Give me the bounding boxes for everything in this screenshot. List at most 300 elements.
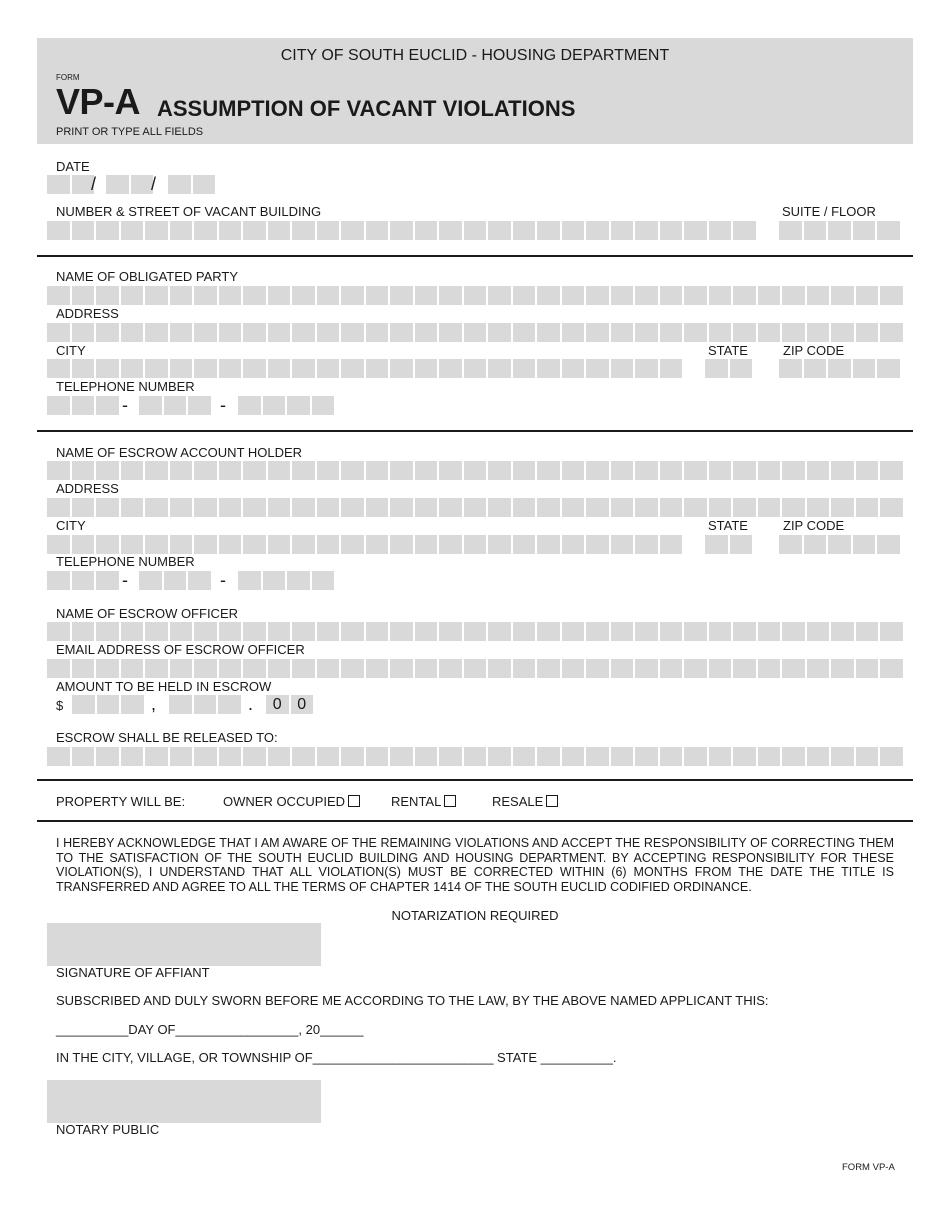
character-cell[interactable] xyxy=(96,535,119,554)
character-cell[interactable] xyxy=(730,535,753,554)
character-cell[interactable] xyxy=(415,622,438,641)
character-cell[interactable] xyxy=(287,396,310,415)
character-cell[interactable] xyxy=(856,747,879,766)
character-cell[interactable] xyxy=(268,461,291,480)
street-field[interactable] xyxy=(47,221,758,240)
character-cell[interactable] xyxy=(880,659,903,678)
character-cell[interactable] xyxy=(145,359,168,378)
character-cell[interactable] xyxy=(513,461,536,480)
character-cell[interactable] xyxy=(170,461,193,480)
character-cell[interactable] xyxy=(537,323,560,342)
character-cell[interactable] xyxy=(139,396,162,415)
character-cell[interactable] xyxy=(47,396,70,415)
character-cell[interactable] xyxy=(415,359,438,378)
character-cell[interactable] xyxy=(488,286,511,305)
character-cell[interactable] xyxy=(611,535,634,554)
character-cell[interactable] xyxy=(168,175,191,194)
escrow-address-field[interactable] xyxy=(47,498,905,517)
character-cell[interactable] xyxy=(292,659,315,678)
character-cell[interactable] xyxy=(611,622,634,641)
character-cell[interactable] xyxy=(807,286,830,305)
character-cell[interactable] xyxy=(709,622,732,641)
character-cell[interactable] xyxy=(194,622,217,641)
character-cell[interactable] xyxy=(439,659,462,678)
character-cell[interactable] xyxy=(341,659,364,678)
character-cell[interactable] xyxy=(47,622,70,641)
character-cell[interactable] xyxy=(635,359,658,378)
character-cell[interactable] xyxy=(856,461,879,480)
character-cell[interactable] xyxy=(464,535,487,554)
character-cell[interactable] xyxy=(709,461,732,480)
obligated-zip-field[interactable] xyxy=(779,359,902,378)
character-cell[interactable] xyxy=(758,747,781,766)
character-cell[interactable] xyxy=(243,622,266,641)
character-cell[interactable] xyxy=(733,498,756,517)
character-cell[interactable] xyxy=(684,323,707,342)
character-cell[interactable] xyxy=(72,461,95,480)
character-cell[interactable] xyxy=(194,498,217,517)
character-cell[interactable] xyxy=(586,286,609,305)
character-cell[interactable] xyxy=(635,498,658,517)
character-cell[interactable] xyxy=(170,286,193,305)
character-cell[interactable] xyxy=(439,622,462,641)
escrow-phone-prefix-field[interactable] xyxy=(139,571,213,590)
character-cell[interactable] xyxy=(317,323,340,342)
owner-occupied-checkbox[interactable] xyxy=(348,795,360,807)
character-cell[interactable] xyxy=(317,747,340,766)
character-cell[interactable] xyxy=(47,221,70,240)
character-cell[interactable] xyxy=(635,622,658,641)
character-cell[interactable] xyxy=(164,396,187,415)
character-cell[interactable] xyxy=(807,323,830,342)
character-cell[interactable] xyxy=(758,498,781,517)
character-cell[interactable] xyxy=(72,659,95,678)
character-cell[interactable] xyxy=(439,498,462,517)
character-cell[interactable] xyxy=(72,286,95,305)
character-cell[interactable] xyxy=(611,221,634,240)
character-cell[interactable] xyxy=(439,461,462,480)
character-cell[interactable] xyxy=(635,535,658,554)
character-cell[interactable] xyxy=(856,498,879,517)
character-cell[interactable] xyxy=(537,535,560,554)
character-cell[interactable] xyxy=(660,535,683,554)
character-cell[interactable] xyxy=(415,498,438,517)
character-cell[interactable] xyxy=(96,359,119,378)
character-cell[interactable] xyxy=(562,323,585,342)
rental-option[interactable] xyxy=(391,794,456,809)
character-cell[interactable] xyxy=(562,498,585,517)
character-cell[interactable] xyxy=(366,461,389,480)
suite-field[interactable] xyxy=(779,221,902,240)
character-cell[interactable] xyxy=(684,461,707,480)
character-cell[interactable] xyxy=(47,571,70,590)
character-cell[interactable] xyxy=(47,323,70,342)
character-cell[interactable] xyxy=(684,747,707,766)
character-cell[interactable] xyxy=(611,498,634,517)
character-cell[interactable] xyxy=(292,221,315,240)
character-cell[interactable] xyxy=(390,461,413,480)
character-cell[interactable] xyxy=(268,535,291,554)
character-cell[interactable] xyxy=(660,747,683,766)
escrow-holder-field[interactable] xyxy=(47,461,905,480)
character-cell[interactable] xyxy=(390,323,413,342)
character-cell[interactable] xyxy=(562,221,585,240)
character-cell[interactable] xyxy=(96,498,119,517)
character-cell[interactable] xyxy=(758,659,781,678)
character-cell[interactable] xyxy=(660,498,683,517)
character-cell[interactable] xyxy=(709,659,732,678)
character-cell[interactable] xyxy=(366,535,389,554)
character-cell[interactable] xyxy=(317,286,340,305)
character-cell[interactable] xyxy=(782,622,805,641)
resale-checkbox[interactable] xyxy=(546,795,558,807)
character-cell[interactable] xyxy=(47,659,70,678)
character-cell[interactable] xyxy=(366,286,389,305)
character-cell[interactable] xyxy=(268,359,291,378)
character-cell[interactable] xyxy=(733,221,756,240)
character-cell[interactable] xyxy=(562,622,585,641)
character-cell[interactable] xyxy=(733,461,756,480)
character-cell[interactable] xyxy=(145,286,168,305)
character-cell[interactable] xyxy=(390,359,413,378)
character-cell[interactable] xyxy=(562,535,585,554)
character-cell[interactable] xyxy=(243,221,266,240)
character-cell[interactable] xyxy=(194,359,217,378)
character-cell[interactable] xyxy=(464,498,487,517)
character-cell[interactable] xyxy=(145,747,168,766)
obligated-city-field[interactable] xyxy=(47,359,684,378)
character-cell[interactable] xyxy=(877,359,900,378)
escrow-phone-area-field[interactable] xyxy=(47,571,121,590)
character-cell[interactable] xyxy=(268,622,291,641)
character-cell[interactable] xyxy=(831,622,854,641)
obligated-phone-prefix-field[interactable] xyxy=(139,396,213,415)
character-cell[interactable] xyxy=(415,461,438,480)
character-cell[interactable] xyxy=(635,286,658,305)
character-cell[interactable] xyxy=(170,535,193,554)
character-cell[interactable] xyxy=(47,359,70,378)
character-cell[interactable] xyxy=(513,221,536,240)
character-cell[interactable] xyxy=(194,221,217,240)
character-cell[interactable] xyxy=(341,221,364,240)
character-cell[interactable] xyxy=(263,396,286,415)
character-cell[interactable] xyxy=(807,461,830,480)
escrow-amount-cents-field[interactable] xyxy=(266,695,315,714)
character-cell[interactable] xyxy=(317,359,340,378)
escrow-city-field[interactable] xyxy=(47,535,684,554)
character-cell[interactable] xyxy=(562,659,585,678)
character-cell[interactable] xyxy=(758,622,781,641)
character-cell[interactable] xyxy=(586,461,609,480)
character-cell[interactable] xyxy=(96,396,119,415)
character-cell[interactable] xyxy=(660,359,683,378)
character-cell[interactable] xyxy=(317,535,340,554)
character-cell[interactable] xyxy=(72,571,95,590)
character-cell[interactable] xyxy=(853,221,876,240)
escrow-zip-field[interactable] xyxy=(779,535,902,554)
character-cell[interactable] xyxy=(170,359,193,378)
character-cell[interactable] xyxy=(804,221,827,240)
character-cell[interactable] xyxy=(218,695,241,714)
character-cell[interactable] xyxy=(807,659,830,678)
character-cell[interactable] xyxy=(779,535,802,554)
character-cell[interactable] xyxy=(611,286,634,305)
character-cell[interactable] xyxy=(121,747,144,766)
character-cell[interactable] xyxy=(47,498,70,517)
character-cell[interactable] xyxy=(415,286,438,305)
escrow-amount-thousands-field[interactable] xyxy=(72,695,146,714)
character-cell[interactable] xyxy=(635,323,658,342)
character-cell[interactable] xyxy=(464,359,487,378)
character-cell[interactable] xyxy=(488,359,511,378)
character-cell[interactable] xyxy=(238,571,261,590)
character-cell[interactable] xyxy=(194,461,217,480)
character-cell[interactable] xyxy=(660,461,683,480)
character-cell[interactable] xyxy=(341,498,364,517)
obligated-phone-area-field[interactable] xyxy=(47,396,121,415)
character-cell[interactable] xyxy=(341,359,364,378)
character-cell[interactable] xyxy=(366,747,389,766)
character-cell[interactable] xyxy=(145,323,168,342)
character-cell[interactable] xyxy=(709,221,732,240)
character-cell[interactable] xyxy=(47,535,70,554)
character-cell[interactable] xyxy=(804,359,827,378)
character-cell[interactable] xyxy=(292,286,315,305)
character-cell[interactable] xyxy=(880,323,903,342)
character-cell[interactable] xyxy=(586,323,609,342)
character-cell[interactable] xyxy=(439,221,462,240)
character-cell[interactable] xyxy=(243,286,266,305)
character-cell[interactable] xyxy=(513,359,536,378)
character-cell[interactable] xyxy=(733,747,756,766)
character-cell[interactable] xyxy=(880,461,903,480)
character-cell[interactable] xyxy=(831,323,854,342)
character-cell[interactable] xyxy=(292,359,315,378)
character-cell[interactable] xyxy=(807,747,830,766)
character-cell[interactable] xyxy=(488,221,511,240)
character-cell[interactable] xyxy=(831,286,854,305)
character-cell[interactable] xyxy=(684,622,707,641)
character-cell[interactable] xyxy=(121,286,144,305)
character-cell[interactable] xyxy=(611,461,634,480)
date-day-field[interactable] xyxy=(106,175,155,194)
character-cell[interactable] xyxy=(219,323,242,342)
character-cell[interactable] xyxy=(194,535,217,554)
character-cell[interactable] xyxy=(660,622,683,641)
character-cell[interactable] xyxy=(268,747,291,766)
character-cell[interactable] xyxy=(243,659,266,678)
character-cell[interactable] xyxy=(586,659,609,678)
character-cell[interactable] xyxy=(439,747,462,766)
character-cell[interactable] xyxy=(537,286,560,305)
character-cell[interactable] xyxy=(366,659,389,678)
character-cell[interactable] xyxy=(488,461,511,480)
character-cell[interactable] xyxy=(243,359,266,378)
character-cell[interactable] xyxy=(853,535,876,554)
character-cell[interactable] xyxy=(96,571,119,590)
character-cell[interactable] xyxy=(635,659,658,678)
character-cell[interactable] xyxy=(72,359,95,378)
character-cell[interactable] xyxy=(513,622,536,641)
character-cell[interactable] xyxy=(121,695,144,714)
character-cell[interactable] xyxy=(292,498,315,517)
character-cell[interactable] xyxy=(877,221,900,240)
character-cell[interactable] xyxy=(292,323,315,342)
resale-option[interactable] xyxy=(492,794,558,809)
character-cell[interactable] xyxy=(856,286,879,305)
character-cell[interactable] xyxy=(804,535,827,554)
escrow-email-field[interactable] xyxy=(47,659,905,678)
character-cell[interactable] xyxy=(341,323,364,342)
character-cell[interactable] xyxy=(611,659,634,678)
character-cell[interactable] xyxy=(880,286,903,305)
character-cell[interactable] xyxy=(828,535,851,554)
character-cell[interactable] xyxy=(782,461,805,480)
character-cell[interactable] xyxy=(317,659,340,678)
character-cell[interactable] xyxy=(660,323,683,342)
character-cell[interactable] xyxy=(415,535,438,554)
character-cell[interactable] xyxy=(856,323,879,342)
character-cell[interactable] xyxy=(194,286,217,305)
character-cell[interactable] xyxy=(317,221,340,240)
character-cell[interactable] xyxy=(72,396,95,415)
character-cell[interactable] xyxy=(513,498,536,517)
character-cell[interactable] xyxy=(782,747,805,766)
character-cell[interactable] xyxy=(170,659,193,678)
character-cell[interactable] xyxy=(145,622,168,641)
escrow-release-field[interactable] xyxy=(47,747,905,766)
character-cell[interactable] xyxy=(96,747,119,766)
character-cell[interactable] xyxy=(488,323,511,342)
character-cell[interactable] xyxy=(758,461,781,480)
character-cell[interactable] xyxy=(464,221,487,240)
character-cell[interactable] xyxy=(96,659,119,678)
character-cell[interactable] xyxy=(268,659,291,678)
character-cell[interactable] xyxy=(586,747,609,766)
character-cell[interactable] xyxy=(170,747,193,766)
character-cell[interactable] xyxy=(779,359,802,378)
character-cell[interactable] xyxy=(366,323,389,342)
character-cell[interactable] xyxy=(488,659,511,678)
character-cell[interactable] xyxy=(390,535,413,554)
character-cell[interactable] xyxy=(488,747,511,766)
character-cell[interactable] xyxy=(268,498,291,517)
character-cell[interactable] xyxy=(170,323,193,342)
character-cell[interactable] xyxy=(145,659,168,678)
character-cell[interactable] xyxy=(194,747,217,766)
character-cell[interactable] xyxy=(415,747,438,766)
character-cell[interactable] xyxy=(635,461,658,480)
character-cell[interactable] xyxy=(537,747,560,766)
character-cell[interactable] xyxy=(139,571,162,590)
character-cell[interactable] xyxy=(853,359,876,378)
character-cell[interactable] xyxy=(880,498,903,517)
character-cell[interactable] xyxy=(660,659,683,678)
character-cell[interactable] xyxy=(219,498,242,517)
character-cell[interactable] xyxy=(121,535,144,554)
character-cell[interactable] xyxy=(439,286,462,305)
character-cell[interactable] xyxy=(366,498,389,517)
character-cell[interactable] xyxy=(268,286,291,305)
character-cell[interactable] xyxy=(72,622,95,641)
character-cell[interactable] xyxy=(684,221,707,240)
character-cell[interactable] xyxy=(415,221,438,240)
character-cell[interactable] xyxy=(341,286,364,305)
character-cell[interactable] xyxy=(779,221,802,240)
character-cell[interactable] xyxy=(439,535,462,554)
character-cell[interactable] xyxy=(807,498,830,517)
character-cell[interactable] xyxy=(188,396,211,415)
character-cell[interactable] xyxy=(537,359,560,378)
character-cell[interactable] xyxy=(121,659,144,678)
character-cell[interactable] xyxy=(390,498,413,517)
character-cell[interactable] xyxy=(243,323,266,342)
character-cell[interactable] xyxy=(96,286,119,305)
character-cell[interactable] xyxy=(268,323,291,342)
character-cell[interactable] xyxy=(488,622,511,641)
character-cell[interactable] xyxy=(219,286,242,305)
character-cell[interactable] xyxy=(341,747,364,766)
character-cell[interactable] xyxy=(464,286,487,305)
character-cell[interactable] xyxy=(97,695,120,714)
character-cell[interactable] xyxy=(219,461,242,480)
character-cell[interactable] xyxy=(194,323,217,342)
character-cell[interactable] xyxy=(831,747,854,766)
character-cell[interactable] xyxy=(464,659,487,678)
character-cell[interactable] xyxy=(243,498,266,517)
character-cell[interactable] xyxy=(611,747,634,766)
character-cell[interactable] xyxy=(828,221,851,240)
character-cell[interactable] xyxy=(537,461,560,480)
character-cell[interactable] xyxy=(145,461,168,480)
character-cell[interactable] xyxy=(96,622,119,641)
character-cell[interactable] xyxy=(709,286,732,305)
character-cell[interactable] xyxy=(464,323,487,342)
character-cell[interactable] xyxy=(684,498,707,517)
character-cell[interactable] xyxy=(121,323,144,342)
character-cell[interactable] xyxy=(390,221,413,240)
character-cell[interactable] xyxy=(488,498,511,517)
character-cell[interactable] xyxy=(537,498,560,517)
character-cell[interactable] xyxy=(684,659,707,678)
character-cell[interactable] xyxy=(341,535,364,554)
character-cell[interactable] xyxy=(219,659,242,678)
character-cell[interactable] xyxy=(586,221,609,240)
character-cell[interactable] xyxy=(194,659,217,678)
character-cell[interactable] xyxy=(733,659,756,678)
character-cell[interactable] xyxy=(188,571,211,590)
character-cell[interactable] xyxy=(782,323,805,342)
character-cell[interactable] xyxy=(292,461,315,480)
character-cell[interactable] xyxy=(709,498,732,517)
character-cell[interactable] xyxy=(390,622,413,641)
character-cell[interactable] xyxy=(164,571,187,590)
escrow-officer-field[interactable] xyxy=(47,622,905,641)
character-cell[interactable] xyxy=(464,622,487,641)
character-cell[interactable] xyxy=(47,286,70,305)
character-cell[interactable] xyxy=(709,323,732,342)
escrow-amount-hundreds-field[interactable] xyxy=(169,695,243,714)
character-cell[interactable] xyxy=(513,323,536,342)
character-cell[interactable] xyxy=(562,359,585,378)
character-cell[interactable] xyxy=(733,622,756,641)
character-cell[interactable] xyxy=(513,286,536,305)
obligated-state-field[interactable] xyxy=(705,359,754,378)
character-cell[interactable] xyxy=(586,359,609,378)
character-cell[interactable] xyxy=(121,461,144,480)
character-cell[interactable] xyxy=(317,498,340,517)
character-cell[interactable] xyxy=(145,221,168,240)
